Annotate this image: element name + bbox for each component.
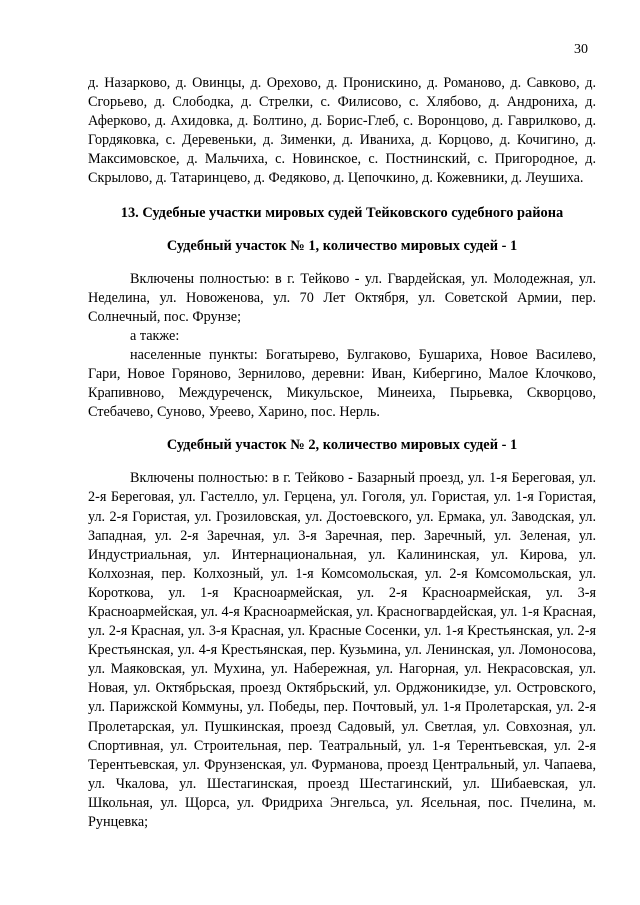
spacer: [88, 256, 596, 270]
plot-1-paragraph-included: Включены полностью: в г. Тейково - ул. Гвардейская, ул. Молодежная, ул. Неделина, ул. Новоженова, ул. 70 Лет Октября, ул. Советской Армии, пер. Солнечный, пос. Фрунзе;: [88, 270, 596, 325]
plot-1-heading: Судебный участок № 1, количество мировых судей - 1: [166, 237, 518, 254]
spacer: [88, 455, 596, 469]
section-heading: 13. Судебные участки мировых судей Тейковского судебного района: [120, 204, 564, 221]
plot-1-paragraph-settlements: населенные пункты: Богатырево, Булгаково, Бушариха, Новое Василево, Гари, Новое Горяново, Зернилово, деревни: Иван, Кибергино, Малое Клочково, Крапивново, Междуреченск, Микульское, Минеиха, Пырьевка, Скворцово, Стебачево, Суново, Уреево, Харино, пос. Нерль.: [88, 346, 596, 421]
document-body: [88, 74, 596, 832]
intro-paragraph: д. Назарково, д. Овинцы, д. Орехово, д. Пронискино, д. Романово, д. Савково, д. Сгорьево, д. Слободка, д. Стрелки, с. Филисово, с. Хлябово, д. Андрониха, д. Аферково, д. Ахидовка, д. Болтино, д. Борис-Глеб, с. Воронцово, д. Гаврилково, д. Гордяковка, с. Деревеньки, д. Зименки, д. Иваниха, д. Корцово, д. Кочигино, д. Максимовское, д. Мальчиха, с. Новинское, с. Постнинский, с. Пригородное, д. Скрылово, д. Татаринцево, д. Федяково, д. Цепочкино, д. Кожевники, д. Леушиха.: [88, 75, 596, 187]
plot-2-paragraph-included: Включены полностью: в г. Тейково - Базарный проезд, ул. 1-я Береговая, ул. 2-я Береговая, ул. Гастелло, ул. Герцена, ул. Гоголя, ул. Гористая, ул. 1-я Гористая, ул. 2-я Гористая, ул. Грозиловская, ул. Достоевского, ул. Ермака, ул. Заводская, ул. Западная, ул. 2-я Заречная, ул. 3-я Заречная, пер. Заречный, ул. Зеленая, ул. Индустриальная, ул. Интернациональная, ул. Калининская, ул. Кирова, ул. Колхозная, пер. Колхозный, ул. 1-я Комсомольская, ул. 2-я Комсомольская, ул. Короткова, ул. 1-я Красноармейская, ул. 2-я Красноармейская, ул. 3-я Красноармейская, ул. 4-я Красноармейская, ул. Красногвардейская, ул. 1-я Красная, ул. 2-я Красная, ул. 3-я Красная, ул. Красные Сосенки, ул. 1-я Крестьянская, ул. 2-я Крестьянская, ул. 4-я Крестьянская, пер. Кузьмина, ул. Ленинская, ул. Ломоносова, ул. Маяковская, ул. Мухина, ул. Набережная, ул. Нагорная, ул. Некрасовская, ул. Новая, ул. Октябрьская, проезд Октябрьский, ул. Орджоникидзе, ул. Островского, ул. Парижской Коммуны, ул. Победы, пер. Почтовый, ул. 1-я Пролетарская, ул. 2-я Пролетарская, ул. Пушкинская, проезд Садовый, ул. Светлая, ул. Совхозная, ул. Спортивная, ул. Строительная, пер. Театральный, ул. 1-я Терентьевская, ул. 2-я Терентьевская, ул. Фрунзенская, ул. Фурманова, проезд Центральный, ул. Чапаева, ул. Чкалова, ул. Шестагинская, проезд Шестагинский, ул. Шибаевская, ул. Школьная, ул. Щорса, ул. Фридриха Энгельса, ул. Ясельная, пос. Пчелина, м. Рунцевка;: [88, 470, 596, 830]
plot-1-paragraph-also: а также:: [130, 327, 180, 344]
plot-2-heading: Судебный участок № 2, количество мировых судей - 1: [166, 437, 518, 454]
page-number: 30: [574, 42, 588, 57]
